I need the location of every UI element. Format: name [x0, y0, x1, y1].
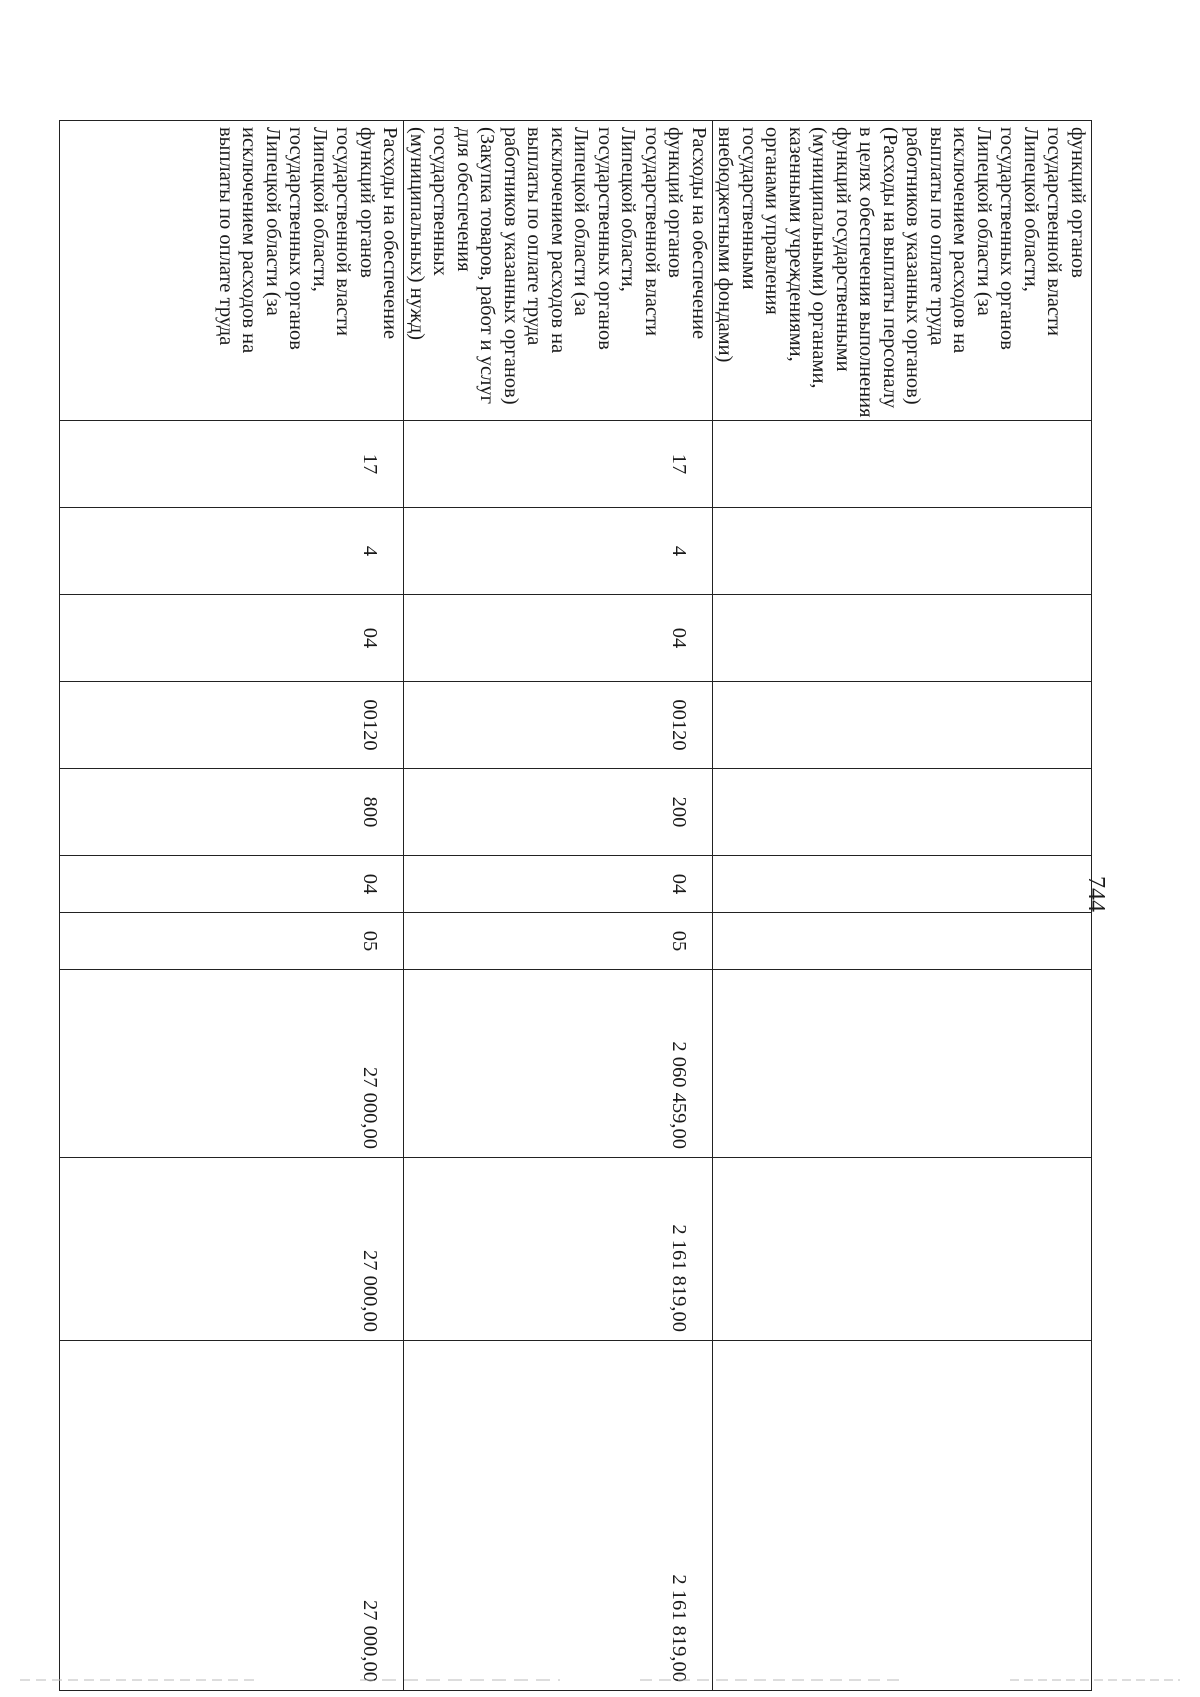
cell-csr	[713, 682, 1092, 769]
cell-amount-2	[713, 1158, 1092, 1341]
cell-gp: 04	[60, 856, 404, 913]
row-description: Расходы на обеспечение функций органов государственной власти Липецкой области, государственных органов Липецкой области (за исключением расходов на выплаты по оплате труда работников указанных органов) (Закупка товаров, работ и услуг для обеспечения государственных (муниципальных) нужд)	[404, 121, 713, 421]
table-row	[404, 121, 713, 1691]
cell-amount-3: 27 000,00	[60, 1341, 404, 1691]
cell-gp: 04	[404, 856, 713, 913]
cell-ved: 17	[404, 421, 713, 508]
cell-pgp: 05	[404, 913, 713, 970]
scan-artifact-lines	[0, 1678, 1200, 1682]
row-description: функций органов государственной власти Липецкой области, государственных органов Липецкой области (за исключением расходов на выплаты по оплате труда работников указанных органов) (Расходы на выплаты персоналу в целях обеспечения выполнения функций государственными (муниципальными) органами, казенными учреждениями, органами управления государственными внебюджетными фондами)	[713, 121, 1092, 421]
cell-pgp: 05	[60, 913, 404, 970]
cell-ved	[713, 421, 1092, 508]
cell-pr: 04	[60, 595, 404, 682]
cell-amount-1: 2 060 459,00	[404, 970, 713, 1158]
cell-pr	[713, 595, 1092, 682]
cell-rz	[713, 508, 1092, 595]
cell-vr: 200	[404, 769, 713, 856]
cell-amount-2: 27 000,00	[60, 1158, 404, 1341]
cell-amount-1: 27 000,00	[60, 970, 404, 1158]
table-row	[60, 121, 404, 1691]
cell-vr	[713, 769, 1092, 856]
cell-amount-3: 2 161 819,00	[404, 1341, 713, 1691]
cell-vr: 800	[60, 769, 404, 856]
row-description: Расходы на обеспечение функций органов государственной власти Липецкой области, государственных органов Липецкой области (за исключением расходов на выплаты по оплате труда	[60, 121, 404, 421]
cell-rz: 4	[404, 508, 713, 595]
page-number: 744	[1083, 876, 1109, 912]
cell-ved: 17	[60, 421, 404, 508]
cell-pgp	[713, 913, 1092, 970]
cell-csr: 00120	[404, 682, 713, 769]
cell-amount-2: 2 161 819,00	[404, 1158, 713, 1341]
budget-table-rotated	[132, 120, 1092, 1690]
cell-gp	[713, 856, 1092, 913]
cell-pr: 04	[404, 595, 713, 682]
table-row	[713, 121, 1092, 1691]
cell-amount-1	[713, 970, 1092, 1158]
budget-table	[60, 120, 1093, 1691]
cell-csr: 00120	[60, 682, 404, 769]
cell-rz: 4	[60, 508, 404, 595]
cell-amount-3	[713, 1341, 1092, 1691]
